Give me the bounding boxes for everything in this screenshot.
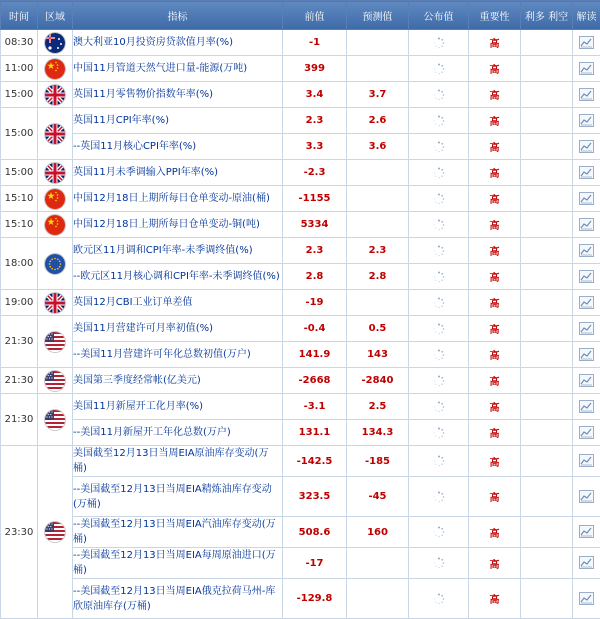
chart-analysis-icon[interactable] <box>579 523 594 542</box>
analysis-cell[interactable] <box>573 160 600 186</box>
region-cell <box>38 30 73 56</box>
us-flag <box>45 522 65 542</box>
australia-flag <box>45 33 65 53</box>
previous-value: 399 <box>283 56 347 82</box>
table-row <box>1 517 600 548</box>
table-row <box>1 477 600 517</box>
published-value <box>409 30 469 56</box>
forecast-value: 2.3 <box>347 238 409 264</box>
published-value <box>409 517 469 548</box>
importance-badge: 高 <box>469 290 521 316</box>
loading-spinner-icon <box>433 294 445 313</box>
chart-analysis-icon[interactable] <box>579 138 594 157</box>
effect-cell <box>521 579 573 619</box>
region-cell <box>38 82 73 108</box>
analysis-cell[interactable] <box>573 186 600 212</box>
published-value <box>409 134 469 160</box>
region-cell <box>38 108 73 160</box>
eu-flag <box>45 254 65 274</box>
loading-spinner-icon <box>433 424 445 443</box>
analysis-cell[interactable] <box>573 134 600 160</box>
time-cell: 11:00 <box>1 56 38 82</box>
importance-badge: 高 <box>469 30 521 56</box>
published-value <box>409 108 469 134</box>
effect-cell <box>521 264 573 290</box>
importance-badge: 高 <box>469 342 521 368</box>
effect-cell <box>521 477 573 517</box>
indicator-cell[interactable]: 欧元区11月调和CPI年率-未季调终值(%) <box>73 238 283 264</box>
loading-spinner-icon <box>433 452 445 471</box>
previous-value: -1 <box>283 30 347 56</box>
table-row <box>1 290 600 316</box>
previous-value: -2668 <box>283 368 347 394</box>
region-cell <box>38 394 73 446</box>
uk-flag <box>45 293 65 313</box>
table-row <box>1 82 600 108</box>
importance-badge: 高 <box>469 579 521 619</box>
effect-cell <box>521 82 573 108</box>
previous-value: -17 <box>283 548 347 579</box>
previous-value: -129.8 <box>283 579 347 619</box>
time-cell: 21:30 <box>1 368 38 394</box>
time-cell: 15:00 <box>1 108 38 160</box>
chart-analysis-icon[interactable] <box>579 242 594 261</box>
forecast-value <box>347 186 409 212</box>
published-value <box>409 548 469 579</box>
published-value <box>409 368 469 394</box>
region-cell <box>38 368 73 394</box>
time-cell: 21:30 <box>1 394 38 446</box>
indicator-cell[interactable]: 英国11月CPI年率(%) <box>73 108 283 134</box>
analysis-cell[interactable] <box>573 108 600 134</box>
analysis-cell[interactable] <box>573 82 600 108</box>
previous-value: -142.5 <box>283 446 347 477</box>
effect-cell <box>521 368 573 394</box>
header-row <box>1 1 600 30</box>
analysis-cell[interactable] <box>573 477 600 517</box>
effect-cell <box>521 160 573 186</box>
indicator-cell[interactable]: 中国11月管道天然气进口量-能源(万吨) <box>73 56 283 82</box>
table-row <box>1 342 600 368</box>
forecast-value: 160 <box>347 517 409 548</box>
forecast-value: 3.6 <box>347 134 409 160</box>
chart-analysis-icon[interactable] <box>579 190 594 209</box>
region-cell <box>38 160 73 186</box>
previous-value: -1155 <box>283 186 347 212</box>
forecast-value: 134.3 <box>347 420 409 446</box>
us-flag <box>45 332 65 352</box>
analysis-cell[interactable] <box>573 238 600 264</box>
table-row <box>1 264 600 290</box>
table-row <box>1 446 600 477</box>
time-cell: 21:30 <box>1 316 38 368</box>
forecast-value: -185 <box>347 446 409 477</box>
loading-spinner-icon <box>433 554 445 573</box>
forecast-value <box>347 579 409 619</box>
analysis-cell[interactable] <box>573 264 600 290</box>
chart-analysis-icon[interactable] <box>579 424 594 443</box>
region-cell <box>38 186 73 212</box>
forecast-value <box>347 30 409 56</box>
chart-analysis-icon[interactable] <box>579 346 594 365</box>
loading-spinner-icon <box>433 86 445 105</box>
published-value <box>409 316 469 342</box>
importance-badge: 高 <box>469 368 521 394</box>
table-row <box>1 212 600 238</box>
time-cell: 19:00 <box>1 290 38 316</box>
chart-analysis-icon[interactable] <box>579 372 594 391</box>
loading-spinner-icon <box>433 216 445 235</box>
indicator-cell[interactable]: 美国11月营建许可月率初值(%) <box>73 316 283 342</box>
analysis-cell[interactable] <box>573 446 600 477</box>
forecast-value: 2.5 <box>347 394 409 420</box>
published-value <box>409 342 469 368</box>
published-value <box>409 579 469 619</box>
chart-analysis-icon[interactable] <box>579 34 594 53</box>
previous-value: 323.5 <box>283 477 347 517</box>
indicator-cell[interactable]: 英国12月CBI工业订单差值 <box>73 290 283 316</box>
loading-spinner-icon <box>433 346 445 365</box>
loading-spinner-icon <box>433 320 445 339</box>
effect-cell <box>521 517 573 548</box>
table-row <box>1 238 600 264</box>
table-row <box>1 394 600 420</box>
time-cell: 15:10 <box>1 212 38 238</box>
forecast-value <box>347 290 409 316</box>
analysis-cell[interactable] <box>573 368 600 394</box>
analysis-cell[interactable] <box>573 579 600 619</box>
importance-badge: 高 <box>469 548 521 579</box>
previous-value: -0.4 <box>283 316 347 342</box>
importance-badge: 高 <box>469 160 521 186</box>
previous-value: 131.1 <box>283 420 347 446</box>
loading-spinner-icon <box>433 398 445 417</box>
effect-cell <box>521 56 573 82</box>
forecast-value <box>347 160 409 186</box>
loading-spinner-icon <box>433 34 445 53</box>
importance-badge: 高 <box>469 517 521 548</box>
header-time: 时间 <box>1 1 38 30</box>
importance-badge: 高 <box>469 212 521 238</box>
loading-spinner-icon <box>433 138 445 157</box>
analysis-cell[interactable] <box>573 316 600 342</box>
indicator-cell[interactable]: 澳大利亚10月投资房贷款值月率(%) <box>73 30 283 56</box>
previous-value: 2.8 <box>283 264 347 290</box>
indicator-cell[interactable]: 中国12月18日上期所每日仓单变动-铜(吨) <box>73 212 283 238</box>
importance-badge: 高 <box>469 134 521 160</box>
china-flag <box>45 59 65 79</box>
chart-analysis-icon[interactable] <box>579 86 594 105</box>
importance-badge: 高 <box>469 316 521 342</box>
indicator-cell[interactable]: --美国截至12月13日当周EIA汽油库存变动(万桶) <box>73 517 283 548</box>
loading-spinner-icon <box>433 60 445 79</box>
previous-value: -2.3 <box>283 160 347 186</box>
effect-cell <box>521 394 573 420</box>
effect-cell <box>521 186 573 212</box>
effect-cell <box>521 212 573 238</box>
table-row <box>1 108 600 134</box>
time-cell: 23:30 <box>1 446 38 619</box>
previous-value: 2.3 <box>283 108 347 134</box>
importance-badge: 高 <box>469 108 521 134</box>
loading-spinner-icon <box>433 372 445 391</box>
time-cell: 08:30 <box>1 30 38 56</box>
forecast-value: 3.7 <box>347 82 409 108</box>
indicator-cell[interactable]: --英国11月核心CPI年率(%) <box>73 134 283 160</box>
published-value <box>409 394 469 420</box>
loading-spinner-icon <box>433 164 445 183</box>
importance-badge: 高 <box>469 420 521 446</box>
chart-analysis-icon[interactable] <box>579 112 594 131</box>
published-value <box>409 264 469 290</box>
loading-spinner-icon <box>433 242 445 261</box>
previous-value: -19 <box>283 290 347 316</box>
published-value <box>409 420 469 446</box>
table-row <box>1 579 600 619</box>
loading-spinner-icon <box>433 590 445 609</box>
analysis-cell[interactable] <box>573 420 600 446</box>
indicator-cell[interactable]: --美国截至12月13日当周EIA每周原油进口(万桶) <box>73 548 283 579</box>
region-cell <box>38 316 73 368</box>
forecast-value <box>347 56 409 82</box>
header-importance: 重要性 <box>469 1 521 30</box>
importance-badge: 高 <box>469 238 521 264</box>
published-value <box>409 82 469 108</box>
header-effect: 利多 利空 <box>521 1 573 30</box>
importance-badge: 高 <box>469 394 521 420</box>
loading-spinner-icon <box>433 112 445 131</box>
loading-spinner-icon <box>433 268 445 287</box>
effect-cell <box>521 316 573 342</box>
table-row <box>1 56 600 82</box>
chart-analysis-icon[interactable] <box>579 60 594 79</box>
table-row <box>1 548 600 579</box>
header-prev: 前值 <box>283 1 347 30</box>
header-forecast: 预测值 <box>347 1 409 30</box>
published-value <box>409 212 469 238</box>
effect-cell <box>521 30 573 56</box>
forecast-value: -45 <box>347 477 409 517</box>
indicator-cell[interactable]: 中国12月18日上期所每日仓单变动-原油(桶) <box>73 186 283 212</box>
region-cell <box>38 212 73 238</box>
forecast-value: 143 <box>347 342 409 368</box>
time-cell: 15:10 <box>1 186 38 212</box>
region-cell <box>38 56 73 82</box>
indicator-cell[interactable]: 英国11月未季调输入PPI年率(%) <box>73 160 283 186</box>
header-region: 区域 <box>38 1 73 30</box>
loading-spinner-icon <box>433 523 445 542</box>
us-flag <box>45 410 65 430</box>
indicator-cell[interactable]: 美国第三季度经常帐(亿美元) <box>73 368 283 394</box>
uk-flag <box>45 124 65 144</box>
published-value <box>409 56 469 82</box>
indicator-cell[interactable]: 美国11月新屋开工化月率(%) <box>73 394 283 420</box>
region-cell <box>38 446 73 619</box>
table-row <box>1 368 600 394</box>
indicator-cell[interactable]: --美国截至12月13日当周EIA俄克拉荷马州-库欣原油库存(万桶) <box>73 579 283 619</box>
effect-cell <box>521 134 573 160</box>
chart-analysis-icon[interactable] <box>579 452 594 471</box>
table-row <box>1 30 600 56</box>
table-row <box>1 134 600 160</box>
chart-analysis-icon[interactable] <box>579 590 594 609</box>
indicator-cell[interactable]: 英国11月零售物价指数年率(%) <box>73 82 283 108</box>
analysis-cell[interactable] <box>573 342 600 368</box>
forecast-value: 0.5 <box>347 316 409 342</box>
analysis-cell[interactable] <box>573 394 600 420</box>
indicator-cell[interactable]: 美国截至12月13日当周EIA原油库存变动(万桶) <box>73 446 283 477</box>
published-value <box>409 477 469 517</box>
indicator-cell[interactable]: --美国截至12月13日当周EIA精炼油库存变动(万桶) <box>73 477 283 517</box>
previous-value: 141.9 <box>283 342 347 368</box>
analysis-cell[interactable] <box>573 212 600 238</box>
chart-analysis-icon[interactable] <box>579 488 594 507</box>
previous-value: 3.4 <box>283 82 347 108</box>
time-cell: 15:00 <box>1 160 38 186</box>
importance-badge: 高 <box>469 446 521 477</box>
time-cell: 15:00 <box>1 82 38 108</box>
forecast-value <box>347 548 409 579</box>
header-analysis: 解读 <box>573 1 600 30</box>
importance-badge: 高 <box>469 477 521 517</box>
region-cell <box>38 238 73 290</box>
header-published: 公布值 <box>409 1 469 30</box>
published-value <box>409 446 469 477</box>
loading-spinner-icon <box>433 488 445 507</box>
analysis-cell[interactable] <box>573 56 600 82</box>
china-flag <box>45 189 65 209</box>
effect-cell <box>521 342 573 368</box>
previous-value: -3.1 <box>283 394 347 420</box>
effect-cell <box>521 290 573 316</box>
effect-cell <box>521 420 573 446</box>
previous-value: 508.6 <box>283 517 347 548</box>
time-cell: 18:00 <box>1 238 38 290</box>
chart-analysis-icon[interactable] <box>579 554 594 573</box>
previous-value: 3.3 <box>283 134 347 160</box>
analysis-cell[interactable] <box>573 548 600 579</box>
previous-value: 2.3 <box>283 238 347 264</box>
published-value <box>409 186 469 212</box>
us-flag <box>45 371 65 391</box>
chart-analysis-icon[interactable] <box>579 268 594 287</box>
table-row <box>1 316 600 342</box>
header-indicator: 指标 <box>73 1 283 30</box>
uk-flag <box>45 163 65 183</box>
table-row <box>1 420 600 446</box>
effect-cell <box>521 446 573 477</box>
effect-cell <box>521 238 573 264</box>
uk-flag <box>45 85 65 105</box>
chart-analysis-icon[interactable] <box>579 164 594 183</box>
effect-cell <box>521 548 573 579</box>
chart-analysis-icon[interactable] <box>579 294 594 313</box>
forecast-value: -2840 <box>347 368 409 394</box>
china-flag <box>45 215 65 235</box>
table-row <box>1 160 600 186</box>
indicator-cell[interactable]: --美国11月营建许可年化总数初值(万户) <box>73 342 283 368</box>
effect-cell <box>521 108 573 134</box>
forecast-value: 2.8 <box>347 264 409 290</box>
importance-badge: 高 <box>469 82 521 108</box>
analysis-cell[interactable] <box>573 517 600 548</box>
chart-analysis-icon[interactable] <box>579 398 594 417</box>
published-value <box>409 290 469 316</box>
region-cell <box>38 290 73 316</box>
published-value <box>409 160 469 186</box>
table-row <box>1 186 600 212</box>
published-value <box>409 238 469 264</box>
loading-spinner-icon <box>433 190 445 209</box>
forecast-value: 2.6 <box>347 108 409 134</box>
indicator-cell[interactable]: --欧元区11月核心调和CPI年率-未季调终值(%) <box>73 264 283 290</box>
importance-badge: 高 <box>469 56 521 82</box>
importance-badge: 高 <box>469 264 521 290</box>
forecast-value <box>347 212 409 238</box>
importance-badge: 高 <box>469 186 521 212</box>
analysis-cell[interactable] <box>573 290 600 316</box>
analysis-cell[interactable] <box>573 30 600 56</box>
indicator-cell[interactable]: --美国11月新屋开工年化总数(万户) <box>73 420 283 446</box>
chart-analysis-icon[interactable] <box>579 320 594 339</box>
previous-value: 5334 <box>283 212 347 238</box>
chart-analysis-icon[interactable] <box>579 216 594 235</box>
